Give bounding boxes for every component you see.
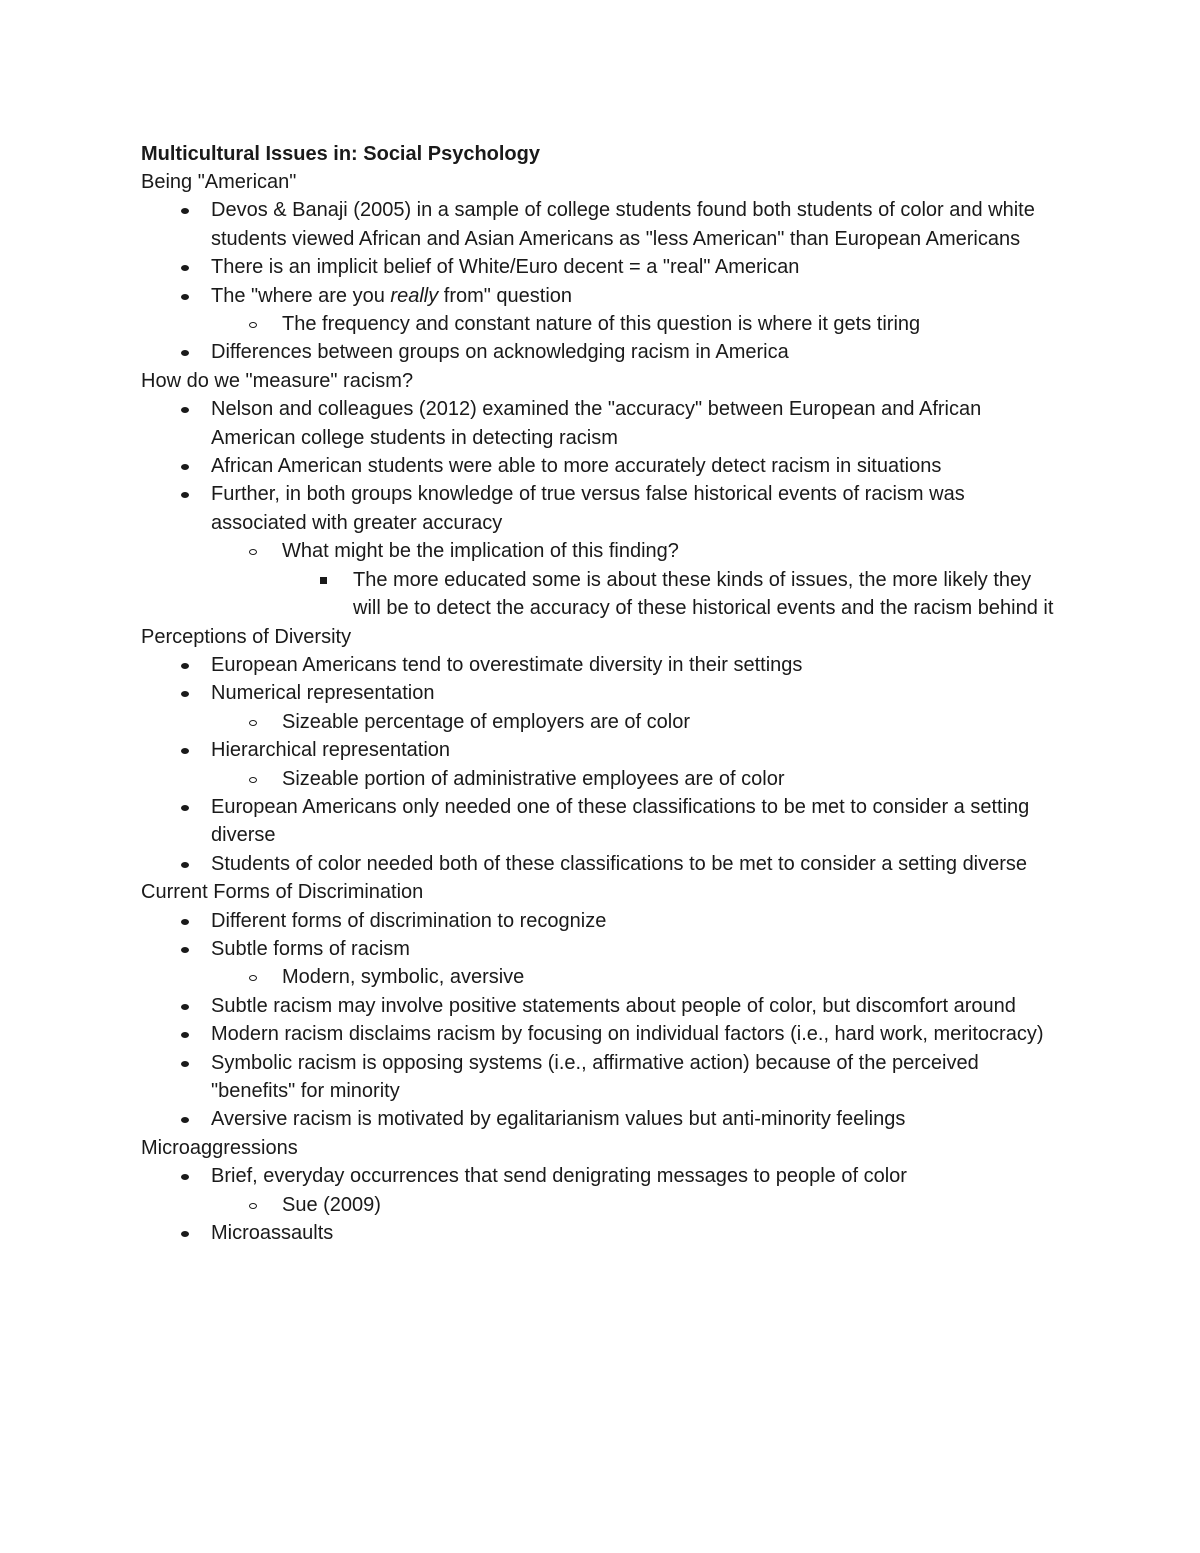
sub-bullet-list — [211, 537, 1061, 622]
list-item: Aversive racism is motivated by egalitarianism values but anti-minority feelings — [211, 1105, 1061, 1133]
list-item: What might be the implication of this finding? The more educated some is about these kinds of issues, the more likely they will be to detect the accuracy of these historical events and the racism behind it — [282, 537, 1061, 622]
list-item: The more educated some is about these kinds of issues, the more likely they will be to detect the accuracy of these historical events and the racism behind it — [353, 566, 1061, 623]
bullet-disc-icon — [178, 282, 198, 310]
sub-bullet-list — [211, 708, 1061, 736]
bullet-disc-icon — [178, 679, 198, 707]
sub-bullet-list — [211, 765, 1061, 793]
bullet-disc-icon — [178, 1049, 198, 1077]
bullet-disc-icon — [178, 480, 198, 508]
bullet-disc-icon — [178, 736, 198, 764]
bullet-disc-icon — [178, 907, 198, 935]
sub-bullet-list — [211, 963, 1061, 991]
bullet-list — [141, 651, 1061, 878]
bullet-list — [141, 196, 1061, 366]
list-item: Subtle racism may involve positive statements about people of color, but discomfort around — [211, 992, 1061, 1020]
list-item: Further, in both groups knowledge of true versus false historical events of racism was associated with greater accuracy What might be the implication of this finding? The more educated some is about these kinds of issues, the more likely they will be to detect the accuracy of these historical events and the racism behind it — [211, 480, 1061, 622]
list-item: Sizeable portion of administrative employees are of color — [282, 765, 1061, 793]
bullet-disc-icon — [178, 651, 198, 679]
list-item: The "where are you really from" question The frequency and constant nature of this question is where it gets tiring — [211, 282, 1061, 339]
list-item: Hierarchical representation Sizeable portion of administrative employees are of color — [211, 736, 1061, 793]
document-title: Multicultural Issues in: Social Psychology — [141, 143, 540, 165]
bullet-circle-icon — [246, 963, 266, 991]
list-item: There is an implicit belief of White/Euro decent = a "real" American — [211, 253, 1061, 281]
list-item: Students of color needed both of these classifications to be met to consider a setting diverse — [211, 850, 1061, 878]
list-item: African American students were able to more accurately detect racism in situations — [211, 452, 1061, 480]
list-item: European Americans tend to overestimate diversity in their settings — [211, 651, 1061, 679]
section-heading-microaggressions: Microaggressions — [141, 1136, 298, 1159]
list-item: European Americans only needed one of these classifications to be met to consider a setting diverse — [211, 793, 1061, 850]
list-item: Differences between groups on acknowledging racism in America — [211, 338, 1061, 366]
list-item: Brief, everyday occurrences that send denigrating messages to people of color Sue (2009) — [211, 1162, 1061, 1219]
section-heading-perceptions-of-diversity: Perceptions of Diversity — [141, 625, 352, 648]
sub-bullet-list — [211, 310, 1061, 338]
list-item: Numerical representation Sizeable percentage of employers are of color — [211, 679, 1061, 736]
section-heading-measure-racism: How do we "measure" racism? — [141, 369, 414, 392]
bullet-circle-icon — [246, 708, 266, 736]
bullet-disc-icon — [178, 1020, 198, 1048]
list-item: Devos & Banaji (2005) in a sample of college students found both students of color and white students viewed African and Asian Americans as "less American" than European Americans — [211, 196, 1061, 253]
section-heading-being-american: Being "American" — [141, 171, 297, 193]
bullet-disc-icon — [178, 1162, 198, 1190]
list-item: Symbolic racism is opposing systems (i.e., affirmative action) because of the perceived "benefits" for minority — [211, 1049, 1061, 1106]
bullet-list — [141, 1162, 1061, 1247]
bullet-disc-icon — [178, 992, 198, 1020]
bullet-disc-icon — [178, 1105, 198, 1133]
bullet-disc-icon — [178, 793, 198, 821]
list-item: Sue (2009) — [282, 1191, 1061, 1219]
list-item: Different forms of discrimination to recognize — [211, 907, 1061, 935]
bullet-list — [141, 395, 1061, 622]
bullet-list — [141, 907, 1061, 1134]
list-item: Modern, symbolic, aversive — [282, 963, 1061, 991]
bullet-disc-icon — [178, 338, 198, 366]
list-item: Nelson and colleagues (2012) examined the "accuracy" between European and African American college students in detecting racism — [211, 395, 1061, 452]
list-item: Sizeable percentage of employers are of color — [282, 708, 1061, 736]
list-item: The frequency and constant nature of this question is where it gets tiring — [282, 310, 1061, 338]
bullet-disc-icon — [178, 196, 198, 224]
list-item: Modern racism disclaims racism by focusing on individual factors (i.e., hard work, meritocracy) — [211, 1020, 1061, 1048]
document-body — [141, 140, 1061, 1247]
list-item: Subtle forms of racism Modern, symbolic, aversive — [211, 935, 1061, 992]
bullet-disc-icon — [178, 850, 198, 878]
bullet-disc-icon — [178, 452, 198, 480]
bullet-circle-icon — [246, 537, 266, 565]
bullet-square-icon — [317, 566, 337, 594]
bullet-disc-icon — [178, 1219, 198, 1247]
bullet-disc-icon — [178, 253, 198, 281]
bullet-circle-icon — [246, 310, 266, 338]
sub-bullet-list — [211, 1191, 1061, 1219]
sub-sub-bullet-list — [282, 566, 1061, 623]
bullet-disc-icon — [178, 395, 198, 423]
bullet-disc-icon — [178, 935, 198, 963]
section-heading-current-forms-of-discrimination: Current Forms of Discrimination — [141, 881, 424, 904]
bullet-circle-icon — [246, 1191, 266, 1219]
list-item: Microassaults — [211, 1219, 1061, 1247]
bullet-circle-icon — [246, 765, 266, 793]
